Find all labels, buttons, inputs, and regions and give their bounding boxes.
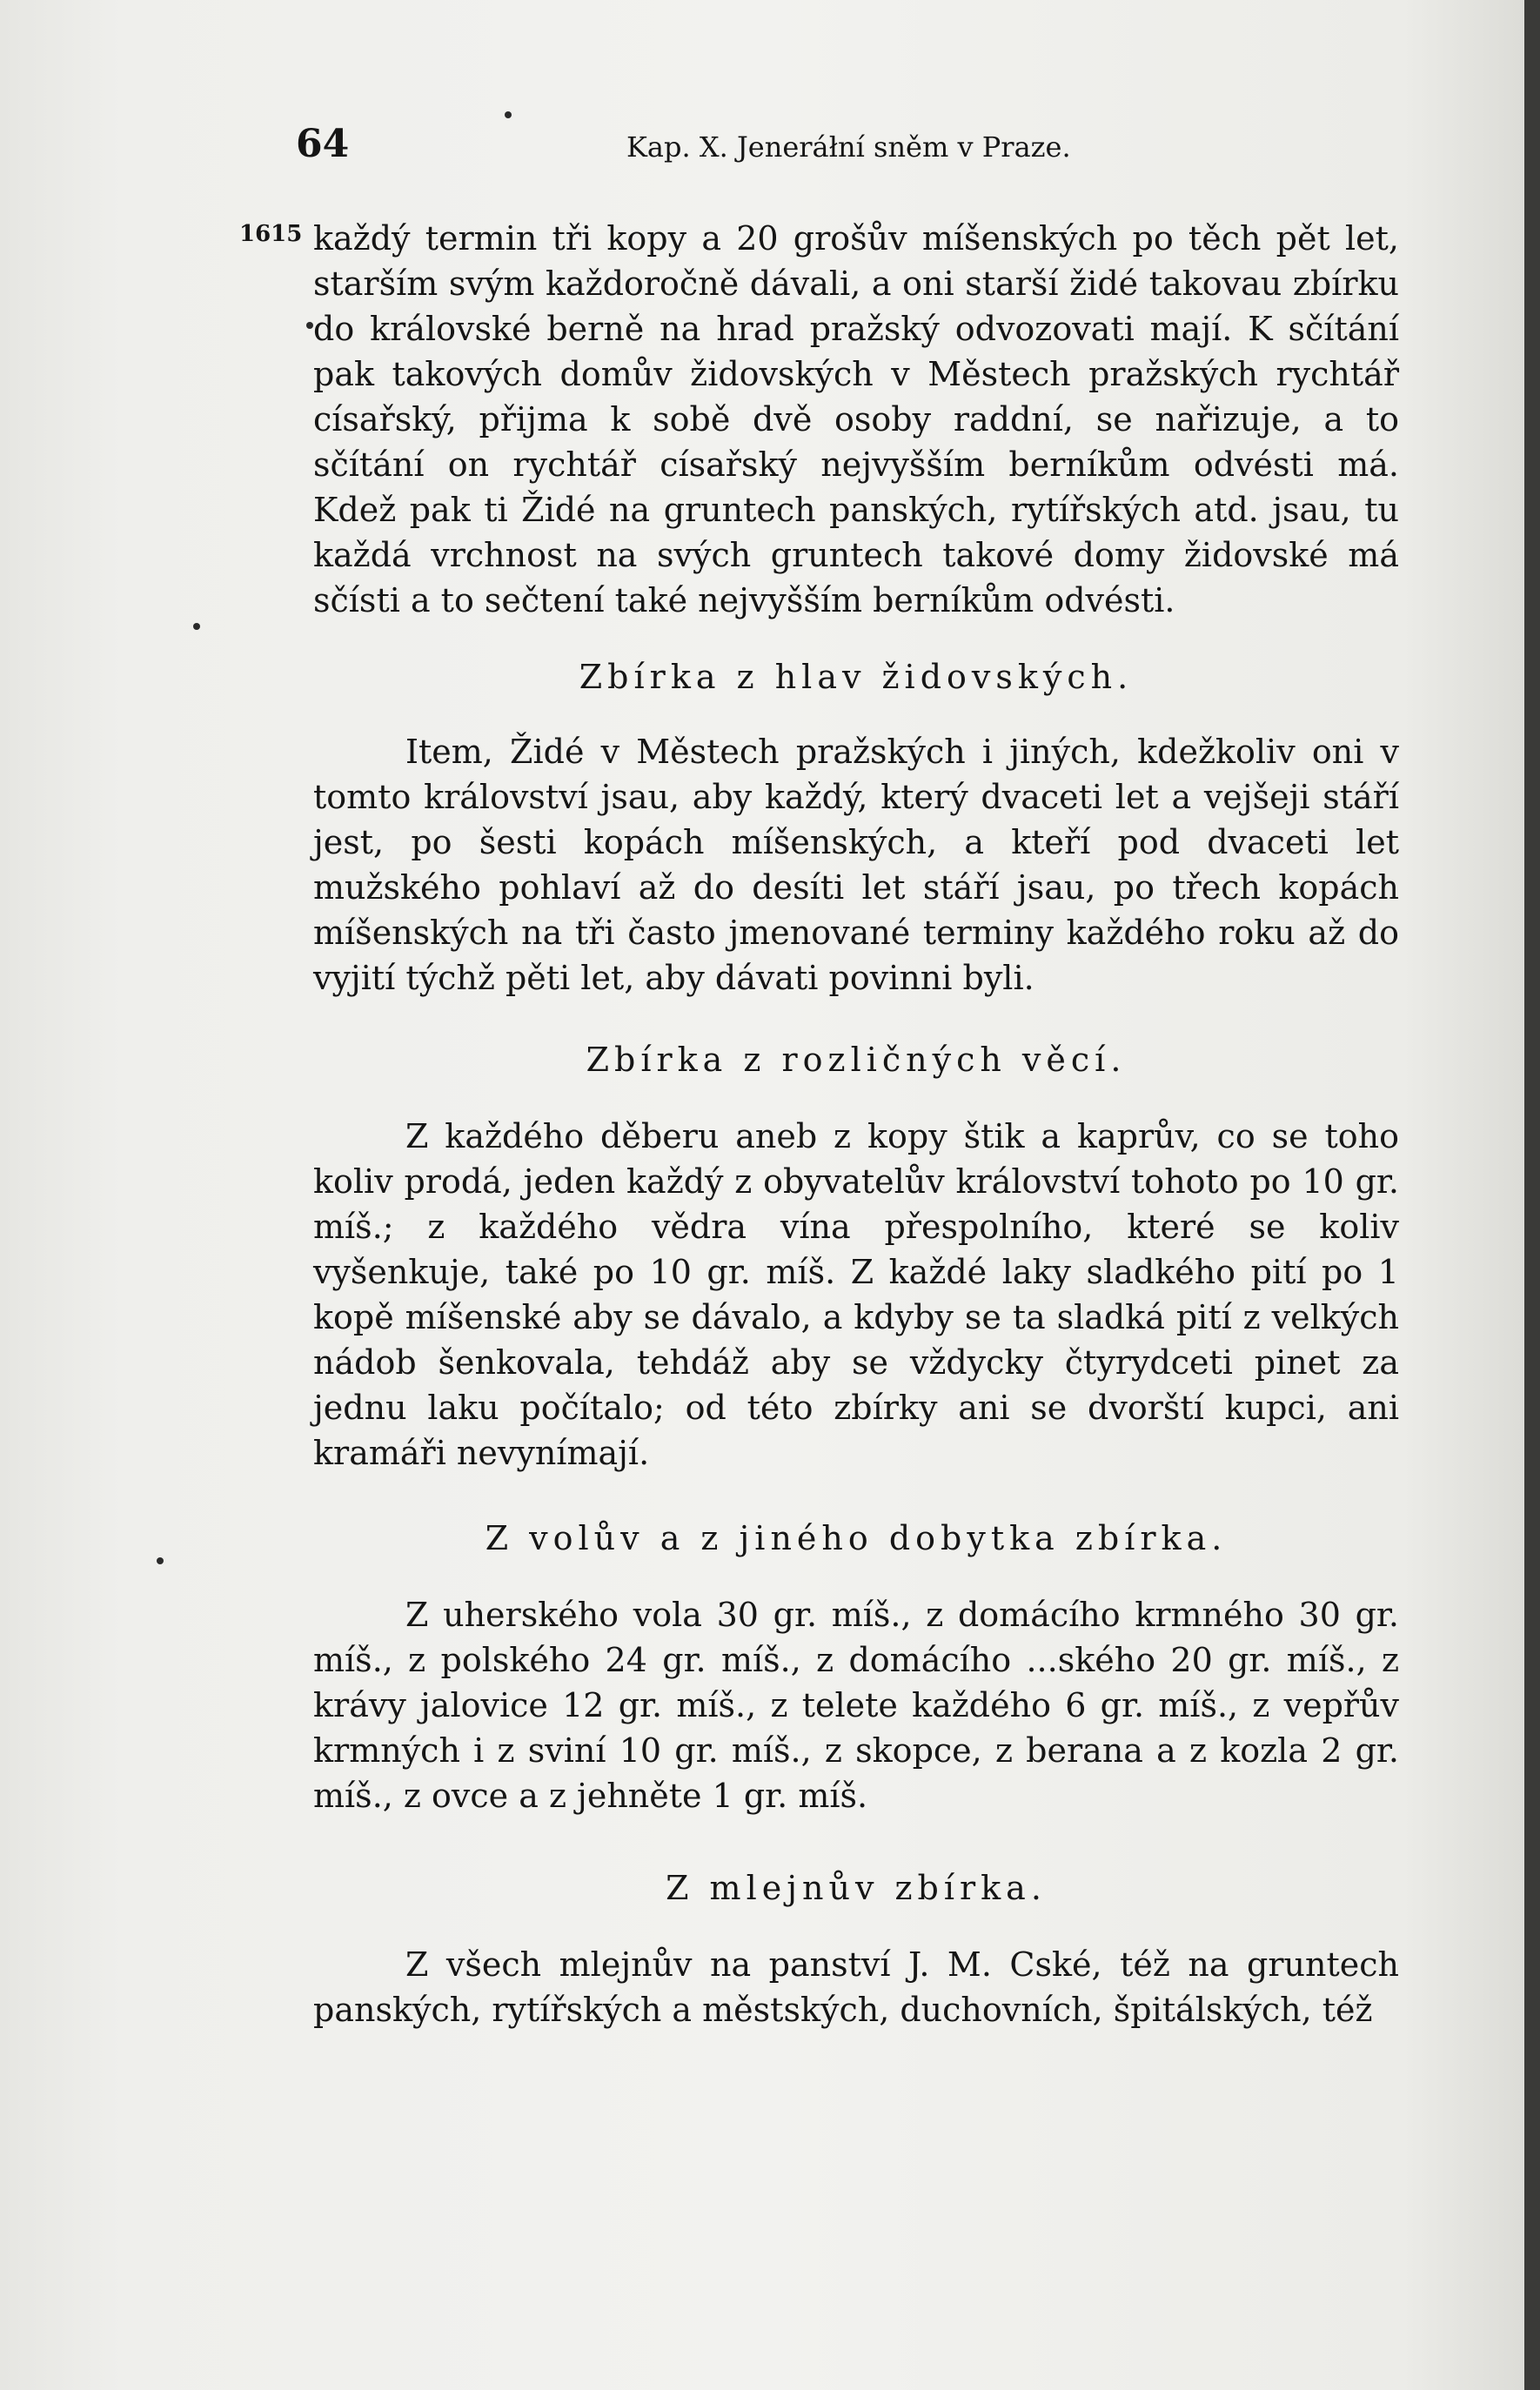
paragraph-4 [313,1592,1399,1818]
paragraph-5 [313,1942,1399,2032]
paragraph-1-text: každý termin tři kopy a 20 grošův míšenských po těch pět let, starším svým každoročně dávali, a oni starší židé takovau zbírku do královské berně na hrad pražský odvozovati mají. K sčítání pak takových domův židovských v Městech pražských rychtář císařský, přijma k sobě dvě osoby raddní, se nařizuje, a to sčítání on rychtář císařský nejvyšším berníkům odvésti má. Kdež pak ti Židé na gruntech panských, rytířských atd. jsau, tu každá vrchnost na svých gruntech takové domy židovské má sčísti a to sečtení také nejvyšším berníkům odvésti. [313,219,1399,619]
chapter-title: Kap. X. Jeneráłní sněm v Praze. [626,131,1071,164]
running-head [296,122,1166,174]
paragraph-3-text: Z každého děberu aneb z kopy štik a kaprův, co se toho koliv prodá, jeden každý z obyvatelův království tohoto po 10 gr. míš.; z každého vědra vína přespolního, které se koliv vyšenkuje, také po 10 gr. míš. Z každé laky sladkého pití po 1 kopě míšenské aby se dávalo, a kdyby se ta sladká pití z velkých nádob šenkovala, tehdáž aby se vždycky čtyrydceti pinet za jednu laku počítalo; od této zbírky ani se dvorští kupci, ani kramáři nevynímají. [313,1117,1399,1472]
paragraph-1 [313,216,1399,623]
heading-jewish-head-tax: Zbírka z hlav židovských. [579,658,1134,696]
heading-mill-tax: Z mlejnův zbírka. [666,1869,1047,1907]
paragraph-5-text: Z všech mlejnův na panství J. M. Cské, též na gruntech panských, rytířských a městských, duchovních, špitálských, též [313,1945,1399,2029]
page-number: 64 [296,122,350,166]
paragraph-3 [313,1114,1399,1476]
ink-speck [306,322,313,329]
scan-edge [1524,0,1540,2390]
heading-cattle-tax: Z volův a z jiného dobytka zbírka. [485,1519,1228,1557]
ink-speck [505,111,512,118]
ink-speck [193,623,200,630]
paragraph-4-text: Z uherského vola 30 gr. míš., z domácího krmného 30 gr. míš., z polského 24 gr. míš., z domácího ...ského 20 gr. míš., z krávy jalovice 12 gr. míš., z telete každého 6 gr. míš., z vepřův krmných i z sviní 10 gr. míš., z skopce, z berana a z kozla 2 gr. míš., z ovce a z jehněte 1 gr. míš. [313,1596,1399,1815]
margin-year: 1615 [239,221,303,247]
paragraph-2-text: Item, Židé v Městech pražských i jiných, kdežkoliv oni v tomto království jsau, aby každý, který dvaceti let a vejšeji stáří jest, po šesti kopách míšenských, a kteří pod dvaceti let mužského pohlaví až do desíti let stáří jsau, po třech kopách míšenských na tři často jmenované terminy každého roku až do vyjití týchž pěti let, aby dávati povinni byli. [313,733,1399,997]
heading-various-goods: Zbírka z rozličných věcí. [586,1041,1127,1079]
ink-speck [157,1557,164,1564]
paragraph-2 [313,729,1399,1001]
